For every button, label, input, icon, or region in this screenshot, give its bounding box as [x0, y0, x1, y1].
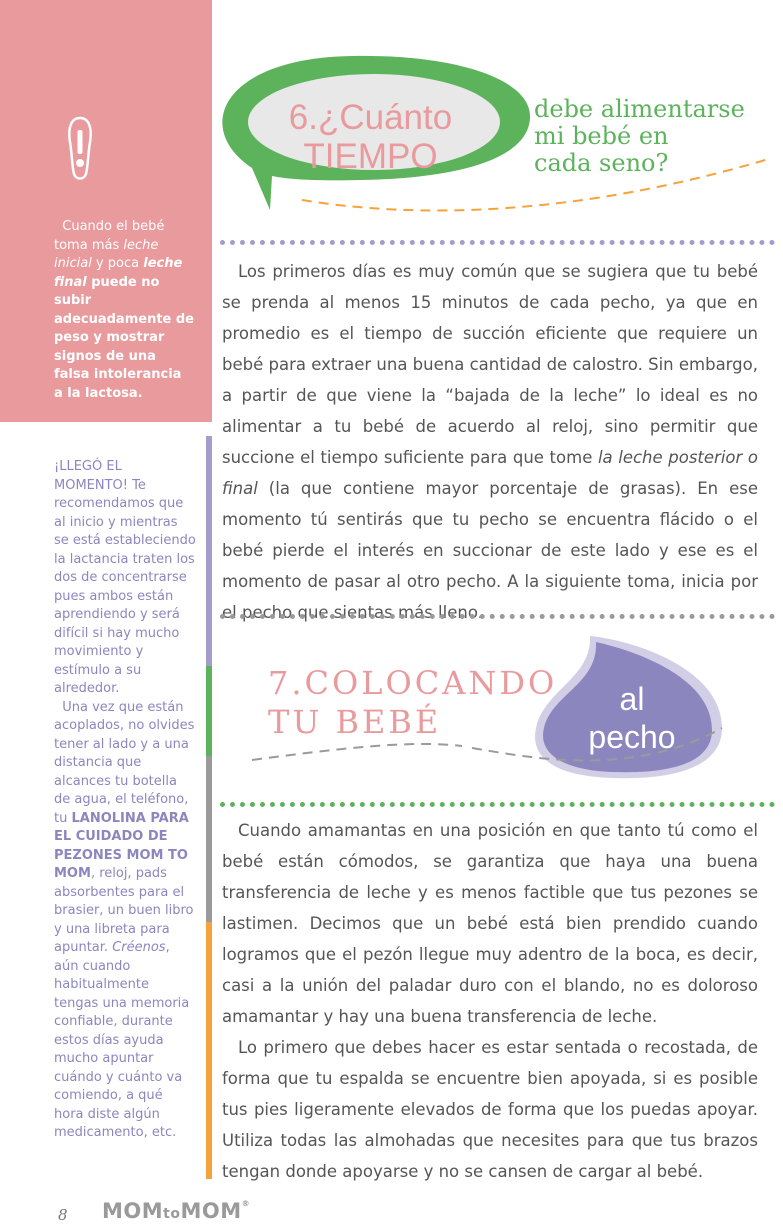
section7-body-paragraph-2: Lo primero que debes hacer es estar sentada o recostada, de forma que tu espalda se encuentre bien apoyada, si es posible tus pies ligeramente elevados de forma que los puedas apoyar. Utiliza todas las almohadas que necesites para que tus brazos tengan donde apoyarse y no se cansen de cargar al bebé.	[222, 1038, 758, 1181]
tip2-creenos-italic: Créenos	[112, 940, 166, 955]
tip1-italic-leche-inicial: leche inicial	[54, 237, 159, 271]
section6-subtitle-line1: debe alimentarse	[534, 95, 745, 123]
tip2-lanolina-bold: LANOLINA PARA EL CUIDADO DE PEZONES MOM TO MOM	[54, 810, 189, 881]
section7-bubble-line1: al	[619, 681, 645, 717]
tip1-italic-leche-final: leche final	[54, 256, 183, 290]
tip2-heading: ¡LLEGÓ EL MOMENTO!	[54, 459, 128, 493]
tip2-paragraph-2a: Una vez que están acoplados, no olvides tener al lado y a una distancia que alcances tu botella de agua, el teléfono, tu	[54, 699, 195, 826]
section6-title-line1: 6.¿Cuánto	[288, 98, 453, 137]
sidebar-tip-momento	[54, 458, 196, 1143]
section7-body-paragraph-1: Cuando amamantas en una posición en que tanto tú como el bebé están cómodos, se garantiza que haya una buena transferencia de leche y es menos factible que tus pezones se lastimen. Decimos que un bebé está bien prendido cuando logramos que el pezón llegue muy adentro de la boca, es decir, casi a la unión del paladar duro con el blando, no es doloroso amamantar y hay una buena transferencia de leche.	[222, 821, 758, 1026]
section6-title-line2: TIEMPO	[303, 137, 438, 176]
section7-title-line1: 7.COLOCANDO	[268, 664, 558, 702]
logo-part-to: to	[163, 1206, 181, 1222]
alert-footprint-icon	[64, 116, 96, 182]
sidebar-stripe-orange	[206, 922, 212, 1179]
tip1-text-b: y poca	[91, 256, 144, 271]
tip1-text-a: Cuando el bebé toma más	[54, 219, 165, 253]
section7-bubble-line2: pecho	[588, 719, 676, 755]
section6-body-italic: la leche posterior o final	[222, 448, 758, 498]
section7-title	[268, 664, 568, 742]
divider-dots-gray	[220, 614, 775, 619]
section6-subtitle-line2: mi bebé en	[534, 122, 669, 150]
page-number: 8	[58, 1206, 68, 1224]
section7-title-line2: TU BEBÉ	[268, 703, 442, 741]
logo-part-mom-1: MOM	[102, 1199, 164, 1223]
section6-body-b: (la que contiene mayor porcentaje de grasas). En ese momento tú sentirás que tu pecho se encuentra flácido o el bebé pierde el interés en succionar de este lado y ese es el momento de pasar al otro pecho. A la siguiente toma, inicia por el pecho que sientas más lleno.	[222, 479, 758, 622]
tip2-paragraph-2c: , aún cuando habitualmente tengas una memoria confiable, durante estos días ayuda mucho apuntar cuándo y cuánto va comiendo, a qué hora diste algún medicamento, etc.	[54, 940, 190, 1140]
sidebar-tip-lactosa	[54, 218, 194, 403]
divider-dots-purple	[220, 240, 775, 245]
logo-registered-mark: ®	[241, 1199, 251, 1208]
section6-title	[268, 98, 473, 176]
tip2-paragraph-2b: , reloj, pads absorbentes para el brasier, un buen libro y una libreta para apuntar.	[54, 866, 194, 955]
logo-part-mom-2: MOM	[180, 1199, 242, 1223]
tip1-text-c: puede no subir adecuadamente de peso y mostrar signos de una falsa intolerancia a la lactosa.	[54, 274, 195, 401]
section7-body	[222, 815, 758, 1187]
mom-to-mom-logo	[102, 1199, 250, 1223]
tip2-paragraph-1: Te recomendamos que al inicio y mientras se está estableciendo la lactancia traten los dos de concentrarse pues ambos están aprendiendo y será difícil si hay mucho movimiento y estímulo a su alrededor.	[54, 477, 196, 696]
section6-body-a: Los primeros días es muy común que se sugiera que tu bebé se prenda al menos 15 minutos de cada pecho, ya que en promedio es el tiempo de succión eficiente que requiere un bebé para extraer una buena cantidad de calostro. Sin embargo, a partir de que viene la “bajada de la leche” lo ideal es no alimentar a tu bebé de acuerdo al reloj, sino permitir que succione el tiempo suficiente para que tome	[222, 262, 758, 467]
divider-dots-green	[220, 802, 775, 807]
section6-subtitle	[534, 96, 774, 177]
section6-body	[222, 256, 758, 628]
section7-bubble-text	[552, 680, 712, 756]
section6-subtitle-line3: cada seno?	[534, 149, 669, 177]
